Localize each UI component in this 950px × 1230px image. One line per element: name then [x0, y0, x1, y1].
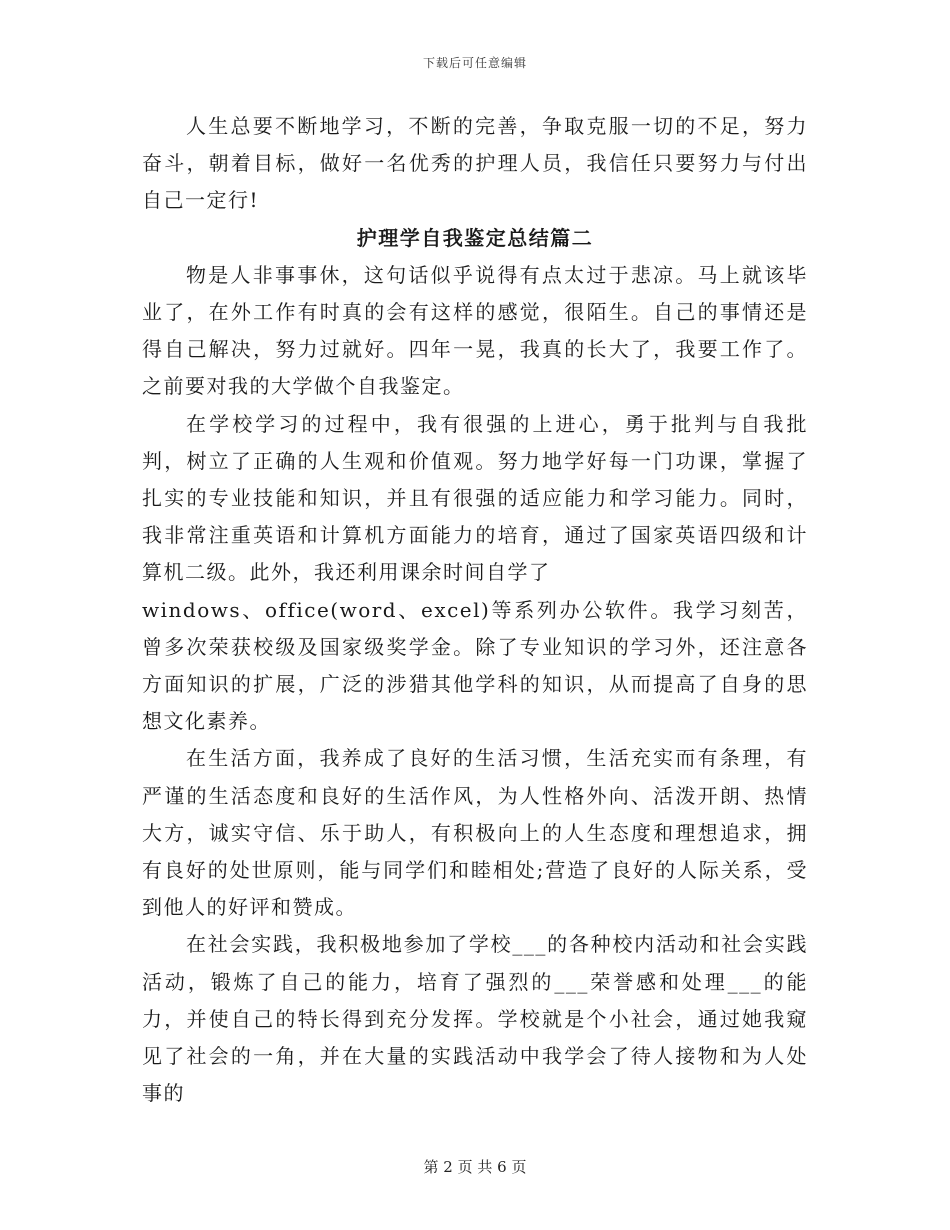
body-paragraph: 在生活方面，我养成了良好的生活习惯，生活充实而有条理，有严谨的生活态度和良好的生活作风，为人性格外向、活泼开朗、热情大方，诚实守信、乐于助人，有积极向上的人生态度和理想追求，拥有良好的处世原则，能与同学们和睦相处;营造了良好的人际关系，受到他人的好评和赞成。	[142, 746, 808, 920]
intro-paragraph: 人生总要不断地学习，不断的完善，争取克服一切的不足，努力奋斗，朝着目标，做好一名优秀的护理人员，我信任只要努力与付出自己一定行!	[142, 114, 808, 213]
body-paragraph: 在社会实践，我积极地参加了学校___的各种校内活动和社会实践活动，锻炼了自己的能力，培育了强烈的___荣誉感和处理___的能力，并使自己的特长得到充分发挥。学校就是个小社会，通过她我窥见了社会的一角，并在大量的实践活动中我学会了待人接物和为人处事的	[142, 932, 808, 1106]
body-paragraph: 物是人非事事休，这句话似乎说得有点太过于悲凉。马上就该毕业了，在外工作有时真的会有这样的感觉，很陌生。自己的事情还是得自己解决，努力过就好。四年一晃，我真的长大了，我要工作了。之前要对我的大学做个自我鉴定。	[142, 262, 808, 399]
header-note: 下载后可任意编辑	[422, 56, 527, 70]
section-title: 护理学自我鉴定总结篇二	[356, 225, 594, 250]
body-paragraph: 在学校学习的过程中，我有很强的上进心，勇于批判与自我批判，树立了正确的人生观和价值观。努力地学好每一门功课，掌握了扎实的专业技能和知识，并且有很强的适应能力和学习能力。同时，我非常注重英语和计算机方面能力的培育，通过了国家英语四级和计算机二级。此外，我还利用课余时间自学了	[142, 411, 808, 585]
page-number: 第 2 页 共 6 页	[423, 1158, 527, 1176]
document-body	[142, 108, 808, 1112]
body-paragraph: windows、office(word、excel)等系列办公软件。我学习刻苦，曾多次荣获校级及国家级奖学金。除了专业知识的学习外，还注意各方面知识的扩展，广泛的涉猎其他学科的知识，从而提高了自身的思想文化素养。	[142, 597, 808, 734]
